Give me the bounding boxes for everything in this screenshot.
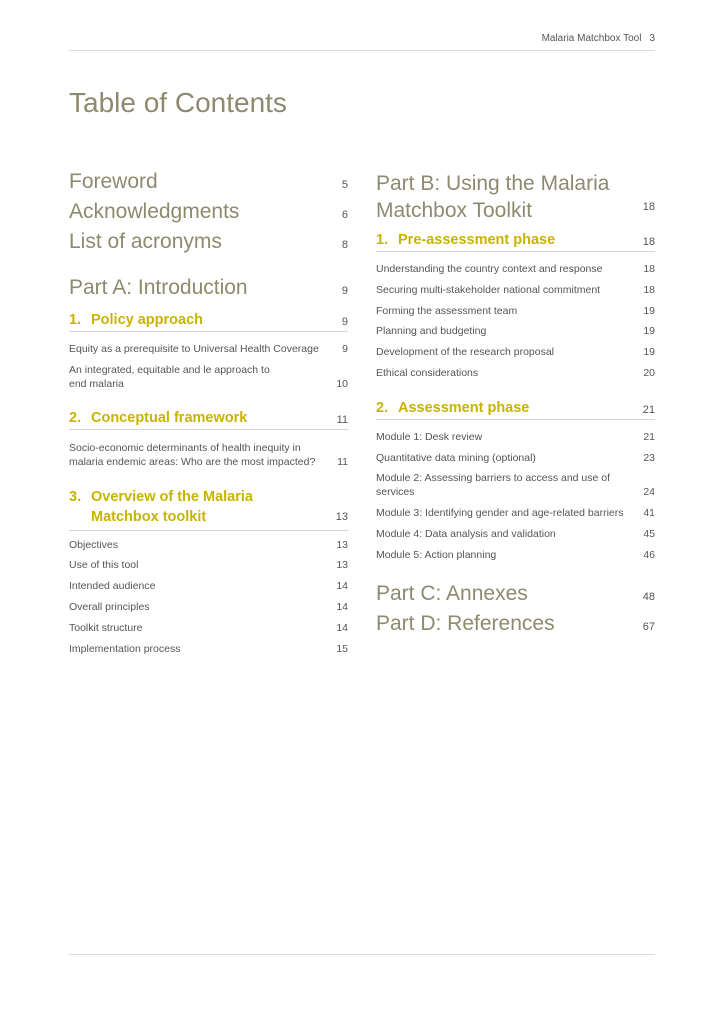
toc-section-page: 13: [335, 511, 348, 523]
toc-item[interactable]: [69, 538, 348, 552]
toc-item-page: 14: [336, 622, 348, 634]
toc-item-label-line: Socio-economic determinants of health inequity in: [69, 442, 301, 454]
toc-section-label: Conceptual framework: [91, 410, 248, 426]
toc-section-label: Pre-assessment phase: [398, 232, 556, 248]
toc-entry-page: 6: [341, 209, 348, 221]
toc-entry-page: 67: [642, 621, 655, 633]
toc-section-heading: [376, 232, 635, 248]
toc-section-heading: [376, 400, 635, 416]
toc-item-label: Understanding the country context and response: [376, 263, 603, 275]
toc-item[interactable]: [376, 548, 655, 562]
toc-item-label: Overall principles: [69, 601, 150, 613]
toc-item-page: 46: [643, 549, 655, 561]
toc-entry-page: 5: [341, 179, 348, 191]
toc-item-label-line: end malaria: [69, 378, 124, 390]
toc-item-page: 18: [643, 284, 655, 296]
toc-item[interactable]: [69, 441, 348, 469]
toc-item[interactable]: [69, 342, 348, 356]
toc-section-assessment[interactable]: [376, 400, 655, 420]
toc-item-label: Intended audience: [69, 580, 156, 592]
toc-section-heading: [69, 487, 328, 527]
toc-item[interactable]: [376, 527, 655, 541]
toc-item-page: 9: [342, 343, 348, 355]
toc-section-page: 9: [341, 316, 348, 328]
toc-item[interactable]: [69, 600, 348, 614]
toc-entry-label-line: Matchbox Toolkit: [376, 199, 533, 222]
toc-item[interactable]: [376, 345, 655, 359]
toc-item-page: 13: [336, 559, 348, 571]
toc-item[interactable]: [376, 471, 655, 499]
toc-entry-part-d[interactable]: [376, 612, 655, 636]
toc-entry-acknowledgments[interactable]: [69, 200, 348, 224]
toc-item-page: 24: [643, 486, 655, 498]
page-title: Table of Contents: [69, 87, 287, 118]
toc-item[interactable]: [69, 642, 348, 656]
toc-section-heading: [69, 410, 328, 426]
toc-item-label: Development of the research proposal: [376, 346, 555, 358]
toc-item-label: Implementation process: [69, 643, 181, 655]
toc-section-policy-approach[interactable]: [69, 312, 348, 332]
toc-section-label-line: Overview of the Malaria: [91, 489, 253, 505]
toc-item[interactable]: [69, 579, 348, 593]
toc-item-label: Securing multi-stakeholder national commitment: [376, 284, 601, 296]
toc-entry-foreword[interactable]: [69, 170, 348, 194]
toc-entry-label-line: Part B: Using the Malaria: [376, 172, 610, 195]
toc-item-page: 14: [336, 580, 348, 592]
toc-item-page: 21: [643, 431, 655, 443]
toc-section-number: 2.: [376, 400, 389, 416]
toc-entry-part-c[interactable]: [376, 582, 655, 606]
toc-item[interactable]: [376, 430, 655, 444]
toc-entry-label: List of acronyms: [69, 230, 222, 253]
toc-item-label: Module 5: Action planning: [376, 549, 497, 561]
footer-divider: [69, 954, 655, 955]
toc-section-number: 3.: [69, 489, 82, 505]
toc-entry-label: Part A: Introduction: [69, 276, 248, 299]
toc-section-label-line: Matchbox toolkit: [91, 509, 207, 525]
toc-item[interactable]: [376, 262, 655, 276]
toc-entry-part-a[interactable]: [69, 276, 348, 300]
toc-item[interactable]: [376, 324, 655, 338]
toc-item-page: 41: [643, 507, 655, 519]
toc-section-pre-assessment[interactable]: [376, 232, 655, 252]
toc-entry-page: 48: [642, 591, 655, 603]
toc-section-page: 18: [642, 236, 655, 248]
toc-item-page: 23: [643, 452, 655, 464]
toc-entry-label: [376, 170, 635, 224]
toc-item-label: Equity as a prerequisite to Universal Health Coverage: [69, 343, 319, 355]
toc-section-number: 2.: [69, 410, 82, 426]
toc-entry-page: 18: [642, 201, 655, 213]
toc-item-label: [69, 441, 328, 469]
toc-item-label: Module 4: Data analysis and validation: [376, 528, 556, 540]
toc-item[interactable]: [376, 304, 655, 318]
toc-item-label: Toolkit structure: [69, 622, 143, 634]
toc-entry-label: Acknowledgments: [69, 200, 240, 223]
toc-item-label: Forming the assessment team: [376, 305, 518, 317]
toc-item-label-line: An integrated, equitable and le approach to: [69, 364, 270, 376]
toc-item-page: 13: [336, 539, 348, 551]
toc-entry-label: Part D: References: [376, 612, 555, 635]
toc-item-label: Use of this tool: [69, 559, 139, 571]
toc-item[interactable]: [69, 621, 348, 635]
toc-entry-page: 8: [341, 239, 348, 251]
page-number: 3: [649, 33, 655, 44]
toc-section-overview[interactable]: [69, 487, 348, 531]
toc-section-number: 1.: [69, 312, 82, 328]
toc-item-label: [376, 471, 635, 499]
toc-section-page: 11: [336, 414, 348, 426]
toc-item-label: Planning and budgeting: [376, 325, 487, 337]
toc-section-conceptual-framework[interactable]: [69, 410, 348, 430]
toc-entry-page: 9: [341, 285, 348, 297]
toc-item-label-line: services: [376, 486, 415, 498]
toc-section-number: 1.: [376, 232, 389, 248]
toc-item-label: Module 3: Identifying gender and age-related barriers: [376, 507, 624, 519]
header-divider: [69, 50, 655, 51]
toc-item-page: 19: [643, 325, 655, 337]
toc-item[interactable]: [69, 558, 348, 572]
toc-item-label: Module 1: Desk review: [376, 431, 483, 443]
toc-item-label: Objectives: [69, 539, 119, 551]
toc-item[interactable]: [376, 283, 655, 297]
toc-item-page: 10: [336, 378, 348, 390]
toc-section-page: 21: [642, 404, 655, 416]
toc-item-label: [69, 363, 328, 391]
toc-section-heading: [69, 312, 328, 328]
toc-entry-label: Foreword: [69, 170, 158, 193]
toc-entry-acronyms[interactable]: [69, 230, 348, 254]
toc-item-page: 19: [643, 305, 655, 317]
toc-item-label-line: Module 2: Assessing barriers to access and use of: [376, 472, 611, 484]
running-header-title: Malaria Matchbox Tool: [541, 33, 642, 44]
toc-section-label: Policy approach: [91, 312, 204, 328]
toc-item[interactable]: [69, 363, 348, 391]
toc-item-page: 19: [643, 346, 655, 358]
toc-item[interactable]: [376, 506, 655, 520]
toc-item-page: 45: [643, 528, 655, 540]
toc-item-label: Quantitative data mining (optional): [376, 452, 536, 464]
toc-item-page: 18: [643, 263, 655, 275]
toc-item-page: 14: [336, 601, 348, 613]
toc-item-page: 20: [643, 367, 655, 379]
toc-item-label: Ethical considerations: [376, 367, 479, 379]
toc-item[interactable]: [376, 366, 655, 380]
toc-item-page: 15: [336, 643, 348, 655]
toc-entry-part-b[interactable]: [376, 170, 655, 224]
running-header: [542, 33, 655, 44]
toc-section-label: Assessment phase: [398, 400, 530, 416]
toc-item-label-line: malaria endemic areas: Who are the most impacted?: [69, 456, 316, 468]
toc-entry-label: Part C: Annexes: [376, 582, 528, 605]
toc-item-page: 11: [337, 456, 348, 468]
toc-item[interactable]: [376, 451, 655, 465]
